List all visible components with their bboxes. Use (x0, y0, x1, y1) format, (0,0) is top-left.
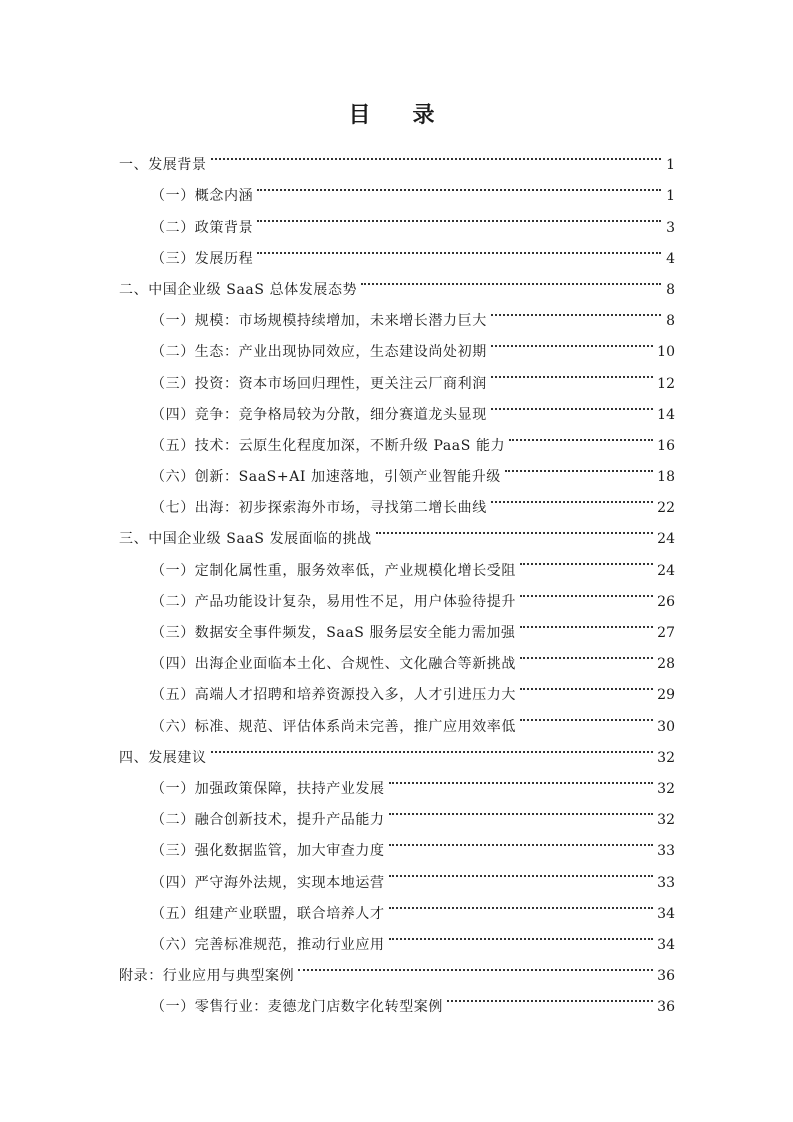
toc-entry-title: （一）定制化属性重，服务效率低，产业规模化增长受阻 (151, 562, 516, 579)
toc-dot-leader (520, 606, 654, 637)
toc-entry-page-number: 36 (657, 968, 675, 985)
toc-entry-page-number: 33 (657, 843, 675, 860)
toc-entry-title: （四）严守海外法规，实现本地运营 (151, 874, 385, 891)
toc-entry-title: （三）投资：资本市场回归理性，更关注云厂商利润 (151, 375, 487, 392)
toc-entry-page-number: 8 (666, 313, 675, 330)
toc-entry-page-number: 4 (666, 250, 675, 267)
toc-entry-page-number: 33 (657, 874, 675, 891)
toc-entry-title: （一）加强政策保障，扶持产业发展 (151, 780, 385, 797)
toc-dot-leader (491, 356, 653, 387)
toc-entry-page-number: 34 (657, 905, 675, 922)
toc-entry-title: （七）出海：初步探索海外市场，寻找第二增长曲线 (151, 500, 487, 517)
toc-entry-page-number: 24 (657, 562, 675, 579)
toc-dot-leader (211, 138, 661, 169)
toc-dot-leader (509, 419, 653, 450)
toc-dot-leader (389, 824, 654, 855)
toc-dot-leader (389, 793, 654, 824)
toc-entry-page-number: 22 (657, 500, 675, 517)
toc-entry-page-number: 34 (657, 936, 675, 953)
toc-entry-page-number: 24 (657, 531, 675, 548)
toc-dot-leader (257, 169, 661, 200)
toc-dot-leader (389, 887, 654, 918)
toc-dot-leader (520, 575, 653, 606)
toc-dot-leader (491, 325, 653, 356)
toc-dot-leader (520, 699, 653, 730)
toc-entry-title: （三）强化数据监管，加大审查力度 (151, 843, 385, 860)
toc-entry-page-number: 12 (657, 375, 675, 392)
toc-dot-leader (520, 543, 653, 574)
toc-entry-title: （一）概念内涵 (151, 188, 254, 205)
toc-entry-title: （三）数据安全事件频发，SaaS 服务层安全能力需加强 (151, 625, 516, 641)
toc-dot-leader (257, 200, 661, 231)
toc-dot-leader (389, 918, 654, 949)
toc-entry-page-number: 27 (657, 625, 675, 641)
toc-entry-page-number: 3 (666, 219, 675, 236)
toc-entry-title: 四、发展建议 (119, 749, 207, 766)
toc-entry-title: （四）出海企业面临本土化、合规性、文化融合等新挑战 (151, 656, 516, 673)
toc-entry-page-number: 10 (657, 344, 675, 361)
toc-entry-page-number: 36 (657, 999, 675, 1016)
toc-entry-title: 附录：行业应用与典型案例 (119, 968, 295, 985)
toc-dot-leader (447, 980, 653, 1011)
toc-entry-title: （二）产品功能设计复杂，易用性不足，用户体验待提升 (151, 593, 516, 610)
toc-dot-leader (520, 637, 653, 668)
toc-dot-leader (491, 294, 661, 325)
toc-dot-leader (491, 481, 653, 512)
toc-entry-title: （五）高端人才招聘和培养资源投入多，人才引进压力大 (151, 687, 516, 704)
toc-entry-page-number: 26 (657, 593, 675, 610)
toc-dot-leader (389, 762, 654, 793)
toc-entry-title: 一、发展背景 (119, 157, 207, 174)
toc-entry-title: （一）规模：市场规模持续增加，未来增长潜力巨大 (151, 313, 487, 330)
toc-entry-page-number: 16 (657, 437, 675, 454)
toc-entry-page-number: 30 (657, 718, 675, 735)
toc-entry-title: （六）完善标准规范，推动行业应用 (151, 936, 385, 953)
toc-entry-page-number: 32 (657, 749, 675, 766)
toc-entry-page-number: 32 (657, 780, 675, 797)
toc-entry-title: （六）标准、规范、评估体系尚未完善，推广应用效率低 (151, 718, 516, 735)
toc-dot-leader (211, 731, 654, 762)
toc-entry-title: 二、中国企业级 SaaS 总体发展态势 (119, 281, 358, 298)
toc-entry-title: （二）生态：产业出现协同效应，生态建设尚处初期 (151, 344, 487, 361)
toc-entry-page-number: 18 (657, 469, 675, 486)
toc-dot-leader (361, 263, 661, 294)
toc-dot-leader (520, 668, 653, 699)
toc-entry-title: （五）组建产业联盟，联合培养人才 (151, 905, 385, 922)
toc-entry-page-number: 32 (657, 812, 675, 829)
toc-entry-title: （五）技术：云原生化程度加深，不断升级 PaaS 能力 (151, 437, 506, 454)
toc-entry-title: （三）发展历程 (151, 250, 254, 267)
toc-entry-page-number: 1 (666, 188, 675, 205)
toc-dot-leader (298, 949, 653, 980)
toc-dot-leader (505, 450, 653, 481)
toc-dot-leader (376, 512, 653, 543)
toc-entry-title: （六）创新：SaaS+AI 加速落地，引领产业智能升级 (151, 469, 501, 486)
toc-entry-title: （二）融合创新技术，提升产品能力 (151, 812, 385, 829)
toc-entry-page-number: 28 (657, 656, 675, 673)
table-of-contents (119, 138, 675, 1016)
page-title: 目 录 (348, 103, 445, 128)
toc-dot-leader (257, 232, 661, 263)
toc-entry-title: （一）零售行业：麦德龙门店数字化转型案例 (151, 999, 443, 1016)
toc-dot-leader (491, 388, 653, 419)
toc-entry-page-number: 1 (666, 157, 675, 174)
toc-entry-title: （二）政策背景 (151, 219, 254, 236)
toc-entry-page-number: 14 (657, 406, 675, 423)
toc-entry-title: 三、中国企业级 SaaS 发展面临的挑战 (119, 531, 372, 548)
toc-entry-page-number: 29 (657, 687, 675, 704)
toc-entry-page-number: 8 (666, 281, 675, 298)
toc-entry-title: （四）竞争：竞争格局较为分散，细分赛道龙头显现 (151, 406, 487, 423)
toc-dot-leader (389, 855, 654, 886)
toc-entry[interactable] (119, 138, 675, 174)
